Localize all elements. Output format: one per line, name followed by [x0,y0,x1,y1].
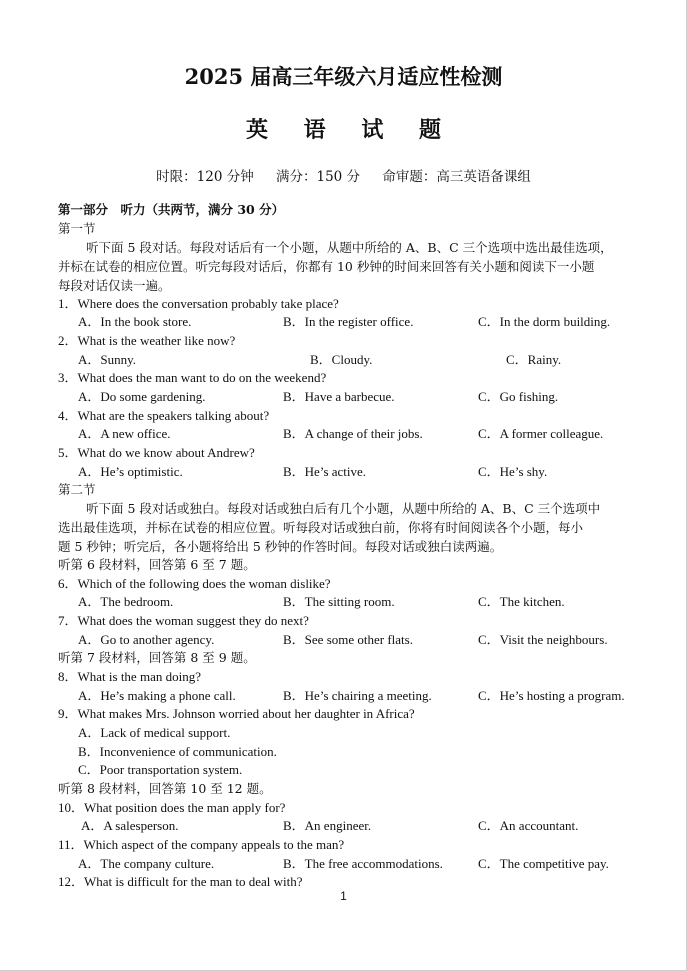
option-a: A．In the book store. [78,314,192,329]
question-8-options [0,687,687,705]
question-4-options [0,425,687,443]
question-11-options [0,855,687,873]
part1-heading: 第一部分 听力（共两节，满分 30 分） [58,202,285,217]
option-b: B．The free accommodations. [283,856,443,871]
question-setter: 命审题：高三英语备课组 [382,169,531,185]
question-5: 5．What do we know about Andrew? [58,445,255,460]
option-c: C．Go fishing. [478,389,559,404]
question-11: 11．Which aspect of the company appeals to the man? [58,837,345,852]
question-5-options [0,463,687,481]
option-a: A．The bedroom. [78,594,174,609]
option-b: B．He’s active. [283,464,367,479]
question-7-options [0,631,687,649]
option-c: C．The competitive pay. [478,856,609,871]
question-6-options [0,593,687,611]
time-limit: 时限：120 分钟 [156,169,254,185]
option-a: A．Do some gardening. [78,389,206,404]
option-b: B．A change of their jobs. [283,426,423,441]
section2-label: 第二节 [58,482,96,497]
option-c: C．He’s shy. [478,464,548,479]
question-3-options [0,388,687,406]
question-4: 4．What are the speakers talking about? [58,408,270,423]
option-a: A．Sunny. [78,352,137,367]
option-c: C．In the dorm building. [478,314,611,329]
material-8-note: 听第 8 段材料，回答第 10 至 12 题。 [58,781,272,796]
section1-instruction-line: 每段对话仅读一遍。 [58,278,171,293]
section2-instruction-line: 选出最佳选项，并标在试卷的相应位置。听每段对话或独白前，你将有时间阅读各个小题，每小 [58,520,584,535]
page-number: 1 [340,889,347,903]
question-7: 7．What does the woman suggest they do next? [58,613,309,628]
option-a: A．A new office. [78,426,171,441]
question-1-options [0,313,687,331]
option-b: B．Cloudy. [310,352,373,367]
option-a: A．Lack of medical support. [78,725,231,740]
section1-instruction-line: 并标在试卷的相应位置。听完每段对话后，你都有 10 秒钟的时间来回答有关小题和阅读下一小题 [58,259,595,274]
option-c: C．An accountant. [478,818,579,833]
question-2-options [0,351,687,369]
option-c: C．He’s hosting a program. [478,688,625,703]
section1-instruction-line: 听下面 5 段对话。每段对话后有一个小题，从题中所给的 A、B、C 三个选项中选出最佳选项， [86,240,613,255]
option-b: B．In the register office. [283,314,414,329]
question-2: 2．What is the weather like now? [58,333,236,348]
question-6: 6．Which of the following does the woman dislike? [58,576,331,591]
option-b: B．Inconvenience of communication. [78,744,277,759]
option-a: A．The company culture. [78,856,215,871]
option-b: B．An engineer. [283,818,372,833]
question-8: 8．What is the man doing? [58,669,201,684]
option-c: C．Poor transportation system. [78,762,243,777]
question-10: 10．What position does the man apply for? [58,800,286,815]
option-c: C．A former colleague. [478,426,604,441]
material-6-note: 听第 6 段材料，回答第 6 至 7 题。 [58,557,256,572]
section1-label: 第一节 [58,221,96,236]
option-b: B．See some other flats. [283,632,413,647]
option-b: B．Have a barbecue. [283,389,395,404]
section2-instruction-line: 题 5 秒钟；听完后，各小题将给出 5 秒钟的作答时间。每段对话或独白读两遍。 [58,539,503,554]
section2-instruction-line: 听下面 5 段对话或独白。每段对话或独白后有几个小题，从题中所给的 A、B、C 三个选项中 [86,501,601,516]
question-1: 1．Where does the conversation probably take place? [58,296,339,311]
question-3: 3．What does the man want to do on the weekend? [58,370,327,385]
option-a: A．Go to another agency. [78,632,215,647]
question-9: 9．What makes Mrs. Johnson worried about her daughter in Africa? [58,706,415,721]
material-7-note: 听第 7 段材料，回答第 8 至 9 题。 [58,650,256,665]
exam-title: 2025 届高三年级六月适应性检测 [184,64,503,89]
question-12: 12．What is difficult for the man to deal with? [58,874,303,889]
option-b: B．He’s chairing a meeting. [283,688,432,703]
subject-title: 英 语 试 题 [246,117,455,143]
option-a: A．A salesperson. [81,818,179,833]
question-10-options [0,817,687,835]
option-a: A．He’s optimistic. [78,464,183,479]
full-score: 满分：150 分 [276,169,361,185]
option-c: C．Visit the neighbours. [478,632,608,647]
option-c: C．The kitchen. [478,594,565,609]
option-b: B．The sitting room. [283,594,395,609]
exam-meta [0,166,687,188]
option-a: A．He’s making a phone call. [78,688,236,703]
option-c: C．Rainy. [506,352,562,367]
